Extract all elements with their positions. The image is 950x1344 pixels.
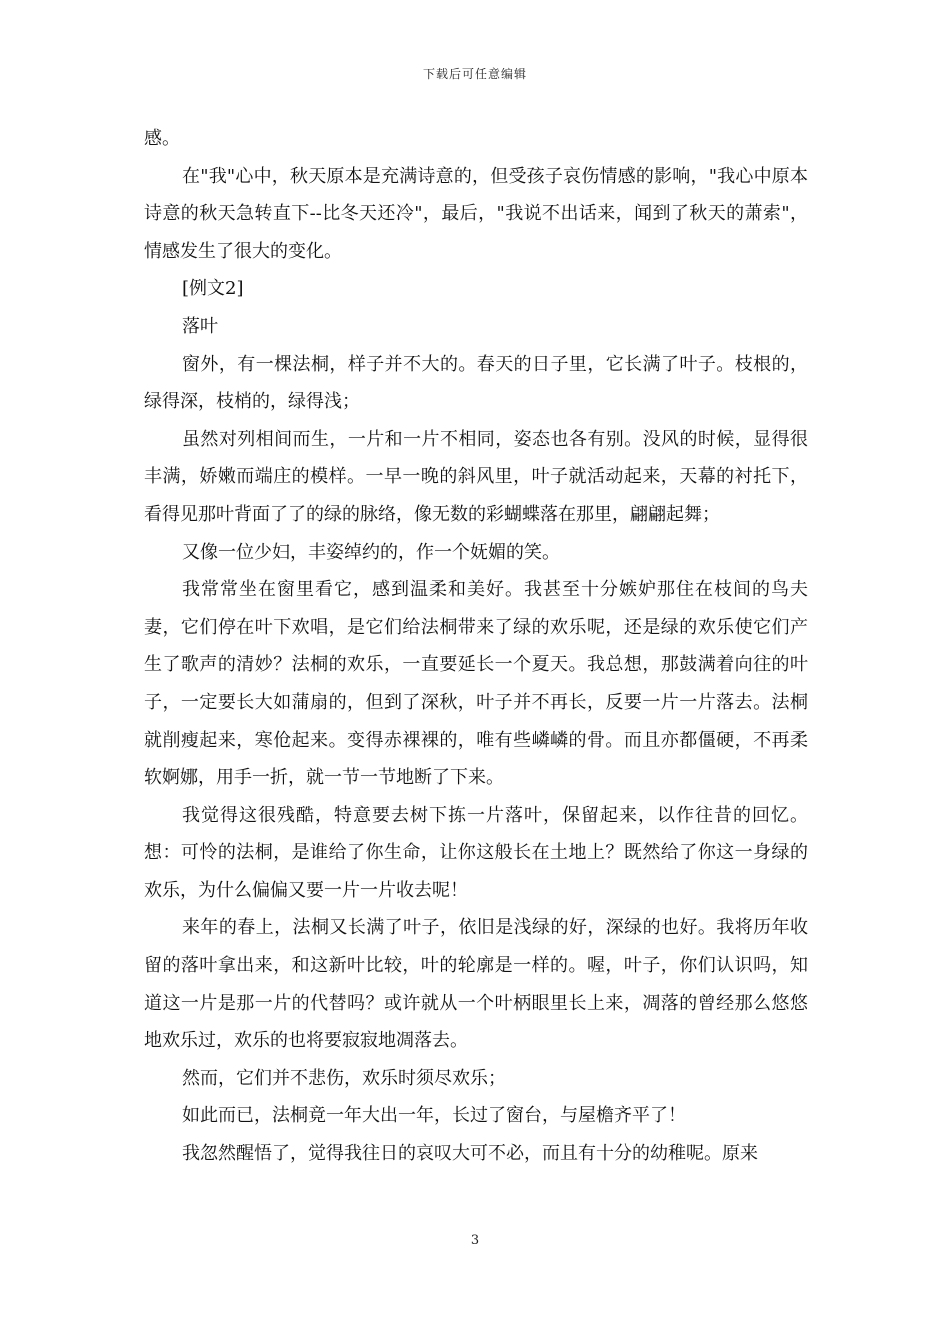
paragraph: 我忽然醒悟了，觉得我往日的哀叹大可不必，而且有十分的幼稚呢。原来: [182, 1143, 758, 1165]
paragraph: 我常常坐在窗里看它，感到温柔和美好。我甚至十分嫉妒那住在枝间的鸟夫妻，它们停在叶下欢唱，是它们给法桐带来了绿的欢乐呢，还是绿的欢乐使它们产生了歌声的清妙？法桐的欢乐，一直要延长一个夏天。我总想，那鼓满着向往的叶子，一定要长大如蒲扇的，但到了深秋，叶子并不再长，反要一片一片落去。法桐就削瘦起来，寒伧起来。变得赤裸裸的，唯有些嶙嶙的骨。而且亦都僵硬，不再柔软婀娜，用手一折，就一节一节地断了下来。: [144, 579, 808, 789]
paragraph: 又像一位少妇，丰姿绰约的，作一个妩媚的笑。: [182, 541, 560, 563]
example-label: [例文2]: [182, 278, 244, 300]
paragraph: 然而，它们并不悲伤，欢乐时须尽欢乐；: [182, 1067, 506, 1089]
page-number: 3: [470, 1233, 480, 1248]
paragraph: 窗外，有一棵法桐，样子并不大的。春天的日子里，它长满了叶子。枝根的，绿得深，枝梢的，绿得浅；: [144, 353, 808, 413]
page-header: 下载后可任意编辑: [422, 67, 527, 81]
paragraph: 虽然对列相间而生，一片和一片不相同，姿态也各有别。没风的时候，显得很丰满，娇嫩而端庄的模样。一早一晚的斜风里，叶子就活动起来，天幕的衬托下，看得见那叶背面了了的绿的脉络，像无数的彩蝴蝶落在那里，翩翩起舞；: [144, 428, 808, 525]
paragraph: 如此而已，法桐竟一年大出一年，长过了窗台，与屋檐齐平了！: [182, 1105, 686, 1127]
paragraph-analysis: 在"我"心中，秋天原本是充满诗意的，但受孩子哀伤情感的影响，"我心中原本诗意的秋天急转直下--比冬天还冷"，最后，"我说不出话来，闻到了秋天的萧索"，情感发生了很大的变化。: [144, 165, 808, 262]
document-body: [144, 120, 808, 1173]
paragraph-continuation: 感。: [144, 128, 180, 149]
paragraph: 来年的春上，法桐又长满了叶子，依旧是浅绿的好，深绿的也好。我将历年收留的落叶拿出来，和这新叶比较，叶的轮廓是一样的。喔，叶子，你们认识吗，知道这一片是那一片的代替吗？或许就从一个叶柄眼里长上来，凋落的曾经那么悠悠地欢乐过，欢乐的也将要寂寂地凋落去。: [144, 917, 808, 1052]
essay-title: 落叶: [182, 315, 218, 337]
paragraph: 我觉得这很残酷，特意要去树下拣一片落叶，保留起来，以作往昔的回忆。想：可怜的法桐，是谁给了你生命，让你这般长在土地上？既然给了你这一身绿的欢乐，为什么偏偏又要一片一片收去呢！: [144, 804, 808, 901]
